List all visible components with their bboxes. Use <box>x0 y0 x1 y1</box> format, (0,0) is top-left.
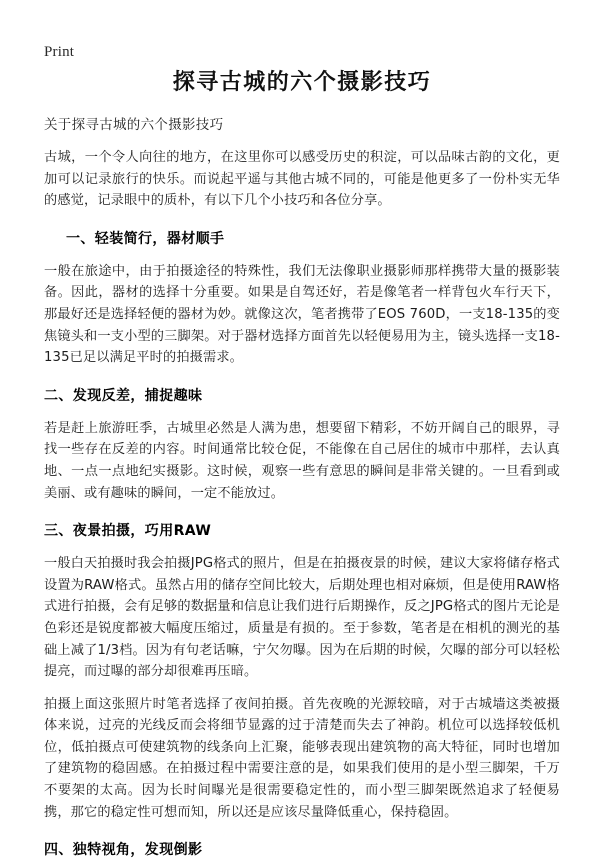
section-heading: 三、夜景拍摄，巧用RAW <box>44 523 212 540</box>
body-paragraph: 一般白天拍摄时我会拍摄JPG格式的照片，但是在拍摄夜景的时候，建议大家将储存格式设置为RAW格式。虽然占用的储存空间比较大，后期处理也相对麻烦，但是使用RAW格式进行拍摄，会有足够的数据量和信息让我们进行后期操作，反之JPG格式的图片无论是色彩还是锐度都被大幅度压缩过，质量是有损的。至于参数，笔者是在相机的测光的基础上减了1/3档。因为有句老话嘛，宁欠勿曝。因为在后期的时候，欠曝的部分可以轻松提亮，而过曝的部分却很难再压暗。 <box>44 556 560 680</box>
document-body <box>44 147 560 861</box>
section-heading: 一、轻装简行，器材顺手 <box>66 230 225 247</box>
body-paragraph: 一般在旅途中，由于拍摄途径的特殊性，我们无法像职业摄影师那样携带大量的摄影装备。因此，器材的选择十分重要。如果是自驾还好，若是像笔者一样背包火车行天下，那最好还是选择轻便的器材为妙。就像这次，笔者携带了EOS 760D，一支18-135的变焦镜头和一支小型的三脚架。对于器材选择方面首先以轻便易用为主，镜头选择一支18-135已足以满足平时的拍摄需求。 <box>44 263 560 366</box>
body-paragraph: 古城，一个令人向往的地方，在这里你可以感受历史的积淀，可以品味古韵的文化，更加可以记录旅行的快乐。而说起平遥与其他古城不同的，可能是他更多了一份朴实无华的感觉，记录眼中的质朴，有以下几个小技巧和各位分享。 <box>44 150 560 209</box>
body-paragraph: 拍摄上面这张照片时笔者选择了夜间拍摄。首先夜晚的光源较暗，对于古城墙这类被摄体来说，过亮的光线反而会将细节显露的过于清楚而失去了神韵。机位可以选择较低机位，低拍摄点可使建筑物的线条向上汇聚，能够表现出建筑物的高大特征，同时也增加了建筑物的稳固感。在拍摄过程中需要注意的是，如果我们使用的是小型三脚架，千万不要架的太高。因为长时间曝光是很需要稳定性的，而小型三脚架既然追求了轻便易携，那它的稳定性可想而知，所以还是应该尽量降低重心，保持稳固。 <box>44 696 560 820</box>
section-heading: 四、独特视角，发现倒影 <box>44 842 203 859</box>
print-button[interactable]: Print <box>44 44 75 60</box>
page-title: 探寻古城的六个摄影技巧 <box>172 70 432 95</box>
body-paragraph: 若是赶上旅游旺季，古城里必然是人满为患，想要留下精彩，不妨开阔自己的眼界，寻找一些存在反差的内容。时间通常比较仓促，不能像在自己居住的城市中那样，去认真地、一点一点地纪实摄影。这时候，观察一些有意思的瞬间是非常关键的。一旦看到或美丽、或有趣味的瞬间，一定不能放过。 <box>44 420 560 501</box>
document-content <box>44 68 560 861</box>
document-subtitle: 关于探寻古城的六个摄影技巧 <box>44 117 224 133</box>
section-heading: 二、发现反差，捕捉趣味 <box>44 387 203 404</box>
